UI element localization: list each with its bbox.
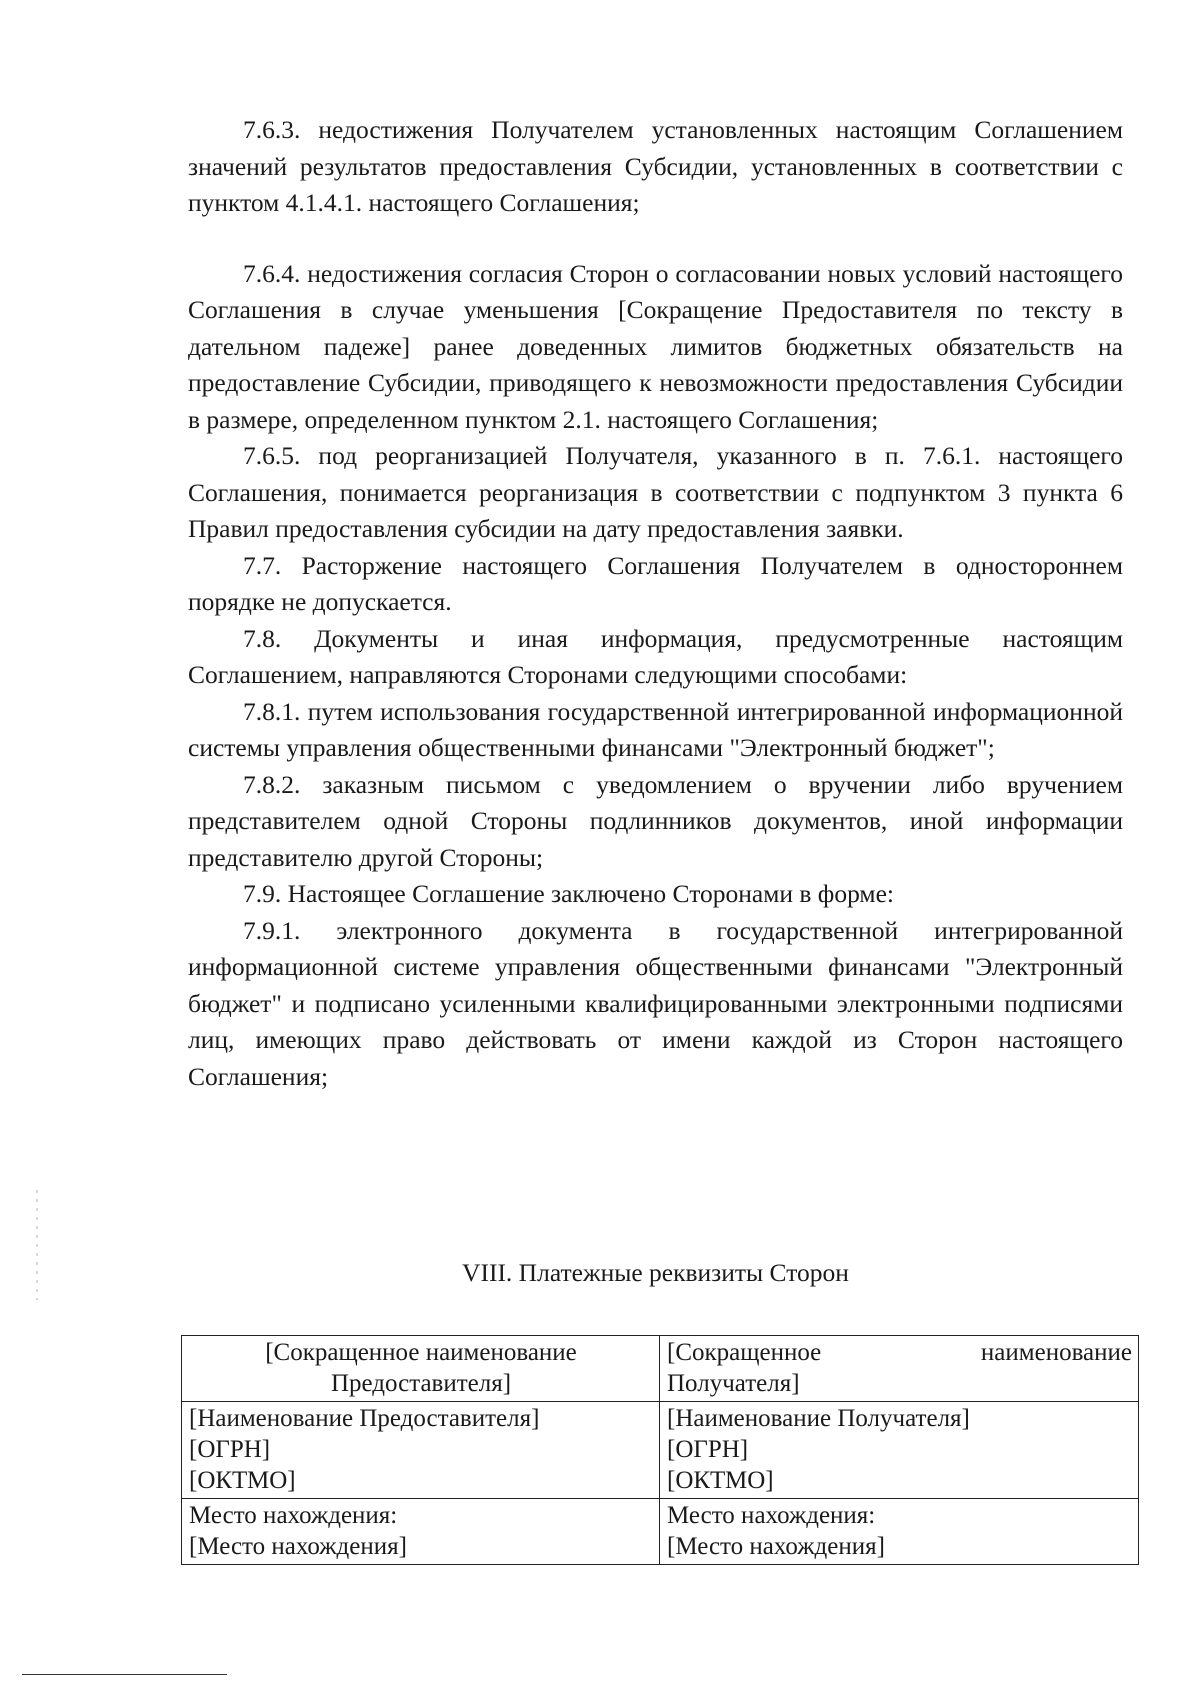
paragraph-7-6-3: 7.6.3. недостижения Получателем установленных настоящим Соглашением значений результатов предоставления Субсидии, установленных в соответствии с пунктом 4.1.4.1. настоящего Соглашения; <box>188 115 1123 217</box>
table-cell-recipient-location <box>660 1499 1139 1565</box>
cell-text: Получателя] <box>667 1370 800 1397</box>
cell-text: [ОКТМО] <box>667 1467 774 1494</box>
cell-text: [Наименование Предоставителя] <box>189 1405 540 1432</box>
cell-text: Предоставителя] <box>330 1370 512 1397</box>
paragraph-7-6-5: 7.6.5. под реорганизацией Получателя, указанного в п. 7.6.1. настоящего Соглашения, понимается реорганизация в соответствии с подпунктом 3 пункта 6 Правил предоставления субсидии на дату предоставления заявки. <box>188 441 1123 543</box>
cell-text: Место нахождения: <box>667 1502 876 1529</box>
section-title: VIII. Платежные реквизиты Сторон <box>462 1258 849 1287</box>
table-cell-recipient-short-name <box>660 1336 1139 1402</box>
requisites-table <box>181 1335 1139 1565</box>
cell-text: [Наименование Получателя] <box>667 1405 970 1432</box>
table-cell-recipient-details <box>660 1402 1139 1499</box>
table-row <box>182 1336 1139 1402</box>
paragraph-7-8: 7.8. Документы и иная информация, предусмотренные настоящим Соглашением, направляются Сторонами следующими способами: <box>188 623 1123 689</box>
cell-text: наименование <box>980 1339 1132 1366</box>
paragraph-7-8-2: 7.8.2. заказным письмом с уведомлением о вручении либо вручением представителем одной Стороны подлинников документов, иной информации представителю другой Стороны; <box>188 769 1123 872</box>
cell-text: [ОГРН] <box>189 1436 271 1463</box>
cell-text: [Место нахождения] <box>667 1533 885 1560</box>
paragraph-7-8-1: 7.8.1. путем использования государственной интегрированной информационной системы управления общественными финансами "Электронный бюджет"; <box>188 696 1123 762</box>
table-cell-provider-details <box>182 1402 660 1499</box>
cell-text: [Место нахождения] <box>189 1533 407 1560</box>
cell-text: Место нахождения: <box>189 1502 398 1529</box>
cell-text: [ОГРН] <box>667 1436 749 1463</box>
scan-artifact <box>36 1190 38 1300</box>
cell-text: [Сокращенное наименование <box>265 1339 577 1366</box>
table-row <box>182 1402 1139 1499</box>
document-body <box>188 112 1123 1095</box>
table-cell-provider-location <box>182 1499 660 1565</box>
cell-text: [ОКТМО] <box>189 1467 296 1494</box>
paragraph-gap <box>188 222 1123 256</box>
cell-text: [Сокращенное <box>667 1339 822 1366</box>
table-cell-provider-short-name <box>182 1336 660 1402</box>
paragraph-7-7: 7.7. Расторжение настоящего Соглашения Получателем в одностороннем порядке не допускается. <box>188 550 1123 616</box>
paragraph-7-9: 7.9. Настоящее Соглашение заключено Сторонами в форме: <box>243 879 894 908</box>
cell-text-line <box>667 1337 1132 1368</box>
paragraph-7-9-1: 7.9.1. электронного документа в государственной интегрированной информационной системе управления общественными финансами "Электронный бюджет" и подписано усиленными квалифицированными электронными подписями лиц, имеющих право действовать от имени каждой из Сторон настоящего Соглашения; <box>188 915 1123 1091</box>
footnote-separator <box>22 1674 227 1675</box>
paragraph-7-6-4: 7.6.4. недостижения согласия Сторон о согласовании новых условий настоящего Соглашения в случае уменьшения [Сокращение Предоставителя по тексту в дательном падеже] ранее доведенных лимитов бюджетных обязательств на предоставление Субсидии, приводящего к невозможности предоставления Субсидии в размере, определенном пунктом 2.1. настоящего Соглашения; <box>188 258 1123 434</box>
table-row <box>182 1499 1139 1565</box>
